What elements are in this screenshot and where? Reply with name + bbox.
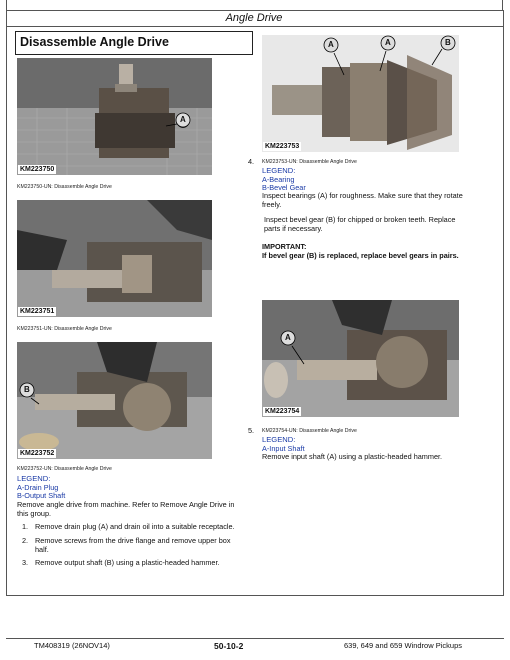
- legend-title: LEGEND:: [262, 166, 296, 175]
- photo-km223754: [262, 300, 459, 417]
- step-number: 2.: [22, 536, 29, 545]
- step-text: Remove drain plug (A) and drain oil into a suitable receptacle.: [35, 522, 235, 531]
- photo-code: KM223754: [265, 408, 300, 415]
- photo-code: KM223753: [265, 143, 300, 150]
- photo-caption: KM223753-UN: Disassemble Angle Drive: [262, 159, 357, 165]
- callout-b-label: B: [24, 385, 30, 394]
- photo-code: KM223751: [20, 308, 55, 315]
- step-text: Remove input shaft (A) using a plastic-headed hammer.: [262, 452, 443, 461]
- photo-km223750: [17, 58, 212, 175]
- footer-doc-id: TM408319 (26NOV14): [34, 641, 110, 650]
- callout-a-label: A: [285, 333, 291, 342]
- step-text: Remove screws from the drive flange and remove upper box: [35, 536, 231, 545]
- callout-leader: [17, 342, 212, 459]
- page-header: Angle Drive: [225, 12, 283, 24]
- photo-caption: KM223751-UN: Disassemble Angle Drive: [17, 326, 112, 332]
- photo-km223752: [17, 342, 212, 459]
- callout-leader: [262, 300, 459, 417]
- callout-a-label: A: [328, 40, 334, 49]
- photo-km223751-graphic: [17, 200, 212, 317]
- step-number: 5.: [248, 426, 255, 435]
- step-text: parts if necessary.: [264, 224, 323, 233]
- step-number: 1.: [22, 522, 29, 531]
- footer-page-number: 50-10-2: [214, 641, 244, 651]
- step-text: freely.: [262, 200, 282, 209]
- photo-code: KM223750: [20, 166, 55, 173]
- legend-item: A-Drain Plug: [17, 483, 59, 492]
- corner-mark-right: [502, 0, 503, 10]
- legend-item: B-Bevel Gear: [262, 183, 306, 192]
- photo-km223753: [262, 35, 459, 152]
- section-title-box: [15, 31, 253, 55]
- photo-code: KM223752: [20, 450, 55, 457]
- corner-mark-left: [6, 0, 7, 10]
- step-number: 4.: [248, 157, 255, 166]
- legend-item: A-Input Shaft: [262, 444, 305, 453]
- intro-text: Remove angle drive from machine. Refer to Remove Angle Drive in: [17, 500, 235, 509]
- important-text: If bevel gear (B) is replaced, replace bevel gears in pairs.: [262, 251, 459, 260]
- important-label: IMPORTANT:: [262, 242, 307, 251]
- legend-title: LEGEND:: [262, 435, 296, 444]
- callout-a-label: A: [385, 38, 391, 47]
- photo-caption: KM223750-UN: Disassemble Angle Drive: [17, 184, 112, 190]
- step-text: Inspect bevel gear (B) for chipped or broken teeth. Replace: [264, 215, 456, 224]
- step-text: Remove output shaft (B) using a plastic-headed hammer.: [35, 558, 220, 567]
- legend-item: B-Output Shaft: [17, 491, 66, 500]
- legend-title: LEGEND:: [17, 474, 51, 483]
- photo-km223751: [17, 200, 212, 317]
- step-text: half.: [35, 545, 49, 554]
- step-number: 3.: [22, 558, 29, 567]
- legend-item: A-Bearing: [262, 175, 295, 184]
- footer-divider: [6, 638, 504, 639]
- footer-product: 639, 649 and 659 Windrow Pickups: [344, 641, 462, 650]
- callout-a-label: A: [180, 115, 186, 124]
- callout-leaders: [262, 35, 459, 152]
- section-title: Disassemble Angle Drive: [20, 35, 169, 49]
- callout-b-label: B: [445, 38, 451, 47]
- photo-caption: KM223754-UN: Disassemble Angle Drive: [262, 428, 357, 434]
- step-text: Inspect bearings (A) for roughness. Make sure that they rotate: [262, 191, 463, 200]
- photo-caption: KM223752-UN: Disassemble Angle Drive: [17, 466, 112, 472]
- intro-text: this group.: [17, 509, 52, 518]
